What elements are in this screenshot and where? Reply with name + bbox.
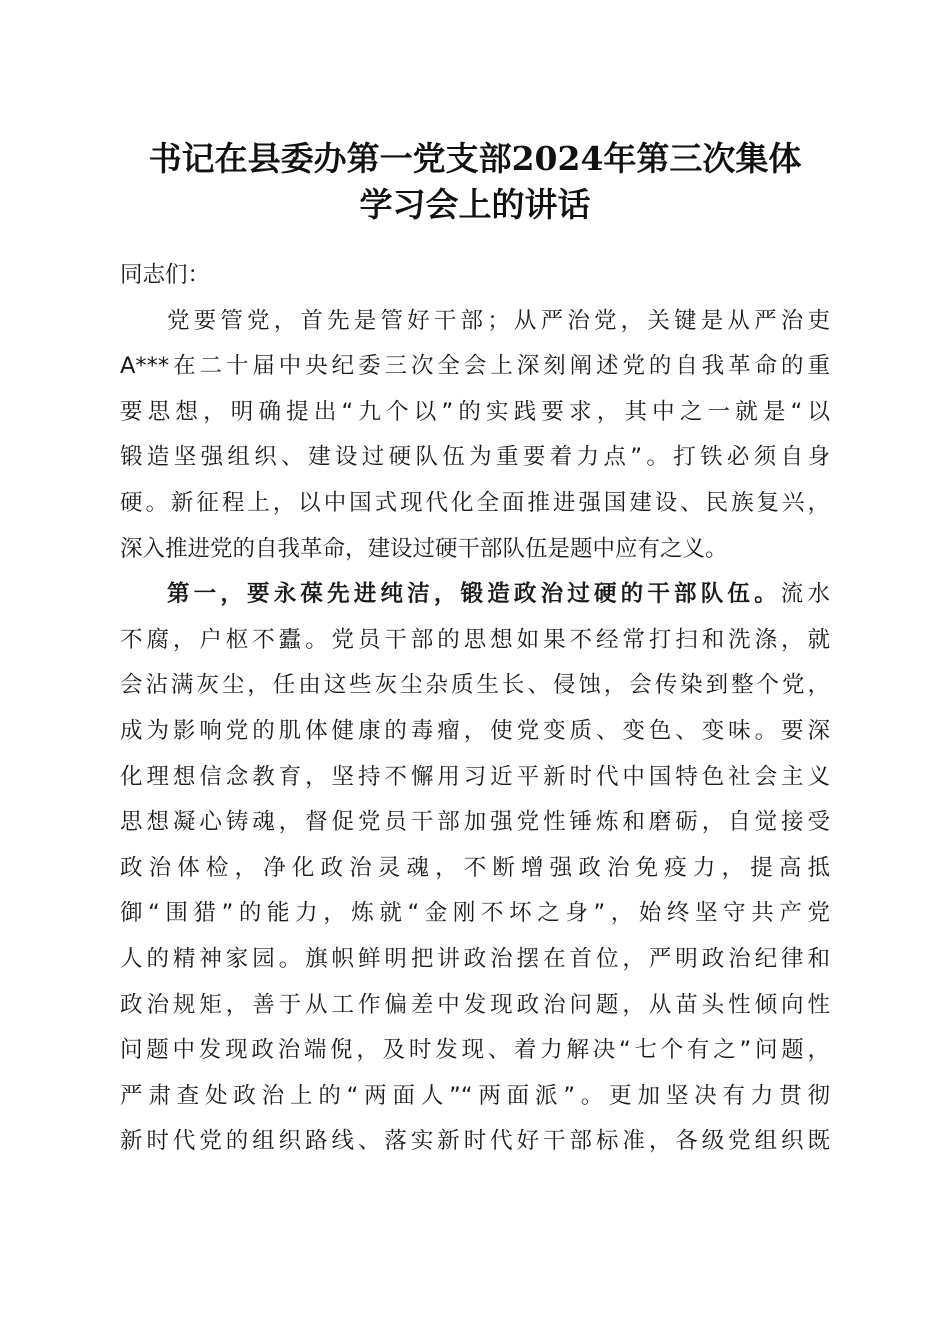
paragraph-2-line: 成为影响党的肌体健康的毒瘤，使党变质、变色、变味。要深 (120, 717, 830, 744)
paragraph-1-line: 深入推进党的自我革命，建设过硬干部队伍是题中应有之义。 (120, 535, 728, 562)
paragraph-1-line: 要思想，明确提出“九个以”的实践要求，其中之一就是“以 (120, 398, 830, 425)
paragraph-2-heading: 第一，要永葆先进纯洁，锻造政治过硬的干部队伍。 (167, 581, 781, 608)
paragraph-1-line: A***在二十届中央纪委三次全会上深刻阐述党的自我革命的重 (120, 353, 830, 380)
paragraph-2-line: 严肃查处政治上的“两面人”“两面派”。更加坚决有力贯彻 (120, 1082, 830, 1109)
paragraph-2-line: 政治体检，净化政治灵魂，不断增强政治免疫力，提高抵 (120, 854, 830, 881)
paragraph-1-line: 硬。新征程上，以中国式现代化全面推进强国建设、民族复兴， (120, 489, 830, 516)
paragraph-2-line: 御“围猎”的能力，炼就“金刚不坏之身”，始终坚守共产党 (120, 900, 830, 927)
paragraph-2-line: 新时代党的组织路线、落实新时代好干部标准，各级党组织既 (120, 1128, 830, 1155)
paragraph-2-line: 不腐，户枢不蠹。党员干部的思想如果不经常打扫和洗涤，就 (120, 626, 830, 653)
salutation: 同志们： (120, 262, 211, 288)
paragraph-2-line: 政治规矩，善于从工作偏差中发现政治问题，从苗头性倾向性 (120, 991, 830, 1018)
title-line-2: 学习会上的讲话 (359, 185, 591, 224)
paragraph-2-first-line (120, 572, 830, 618)
title-line-1: 书记在县委办第一党支部2024年第三次集体 (148, 139, 802, 178)
paragraph-2-line: 化理想信念教育，坚持不懈用习近平新时代中国特色社会主义 (120, 763, 830, 790)
paragraph-2-line: 思想凝心铸魂，督促党员干部加强党性锤炼和磨砺，自觉接受 (120, 809, 830, 836)
paragraph-2-line: 会沾满灰尘，任由这些灰尘杂质生长、侵蚀，会传染到整个党， (120, 672, 830, 699)
document-body (120, 253, 830, 1165)
paragraph-1-line: 锻造坚强组织、建设过硬队伍为重要着力点”。打铁必须自身 (120, 444, 830, 471)
paragraph-2-first-tail: 流水 (780, 581, 830, 608)
paragraph-2-line: 问题中发现政治端倪，及时发现、着力解决“七个有之”问题， (120, 1037, 830, 1064)
paragraph-2-line: 人的精神家园。旗帜鲜明把讲政治摆在首位，严明政治纪律和 (120, 945, 830, 972)
paragraph-1-line: 党要管党，首先是管好干部；从严治党，关键是从严治吏 (167, 307, 830, 334)
document-title (0, 136, 950, 228)
